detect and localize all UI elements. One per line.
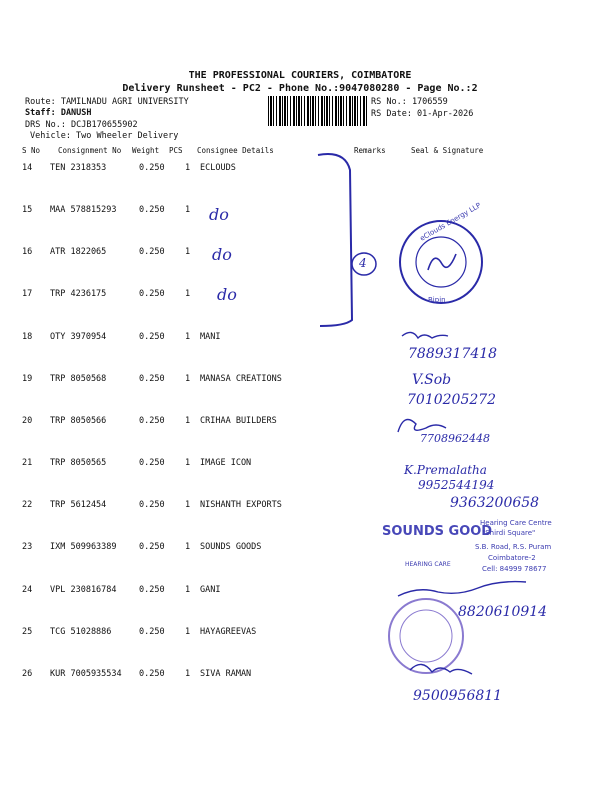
row-consignee: SOUNDS GOODS <box>200 542 262 553</box>
row-pcs: 1 <box>185 542 191 553</box>
row-pcs: 1 <box>185 289 191 300</box>
row-consignment: TRP 5612454 <box>50 500 107 511</box>
row-consignment: MAA 578815293 <box>50 205 117 216</box>
row-pcs: 1 <box>185 247 191 258</box>
row-weight: 0.250 <box>139 163 165 173</box>
row-consignee: HAYAGREEVAS <box>200 626 257 637</box>
eclouds-seal <box>400 221 482 303</box>
row-consignment: KUR 7005935534 <box>50 668 122 679</box>
runsheet-subtitle: Delivery Runsheet - PC2 - Phone No.:9047080280 - Page No.:2 <box>122 83 478 94</box>
row-consignee: GANI <box>200 584 221 595</box>
row-weight: 0.250 <box>139 331 165 342</box>
row-consignment: TEN 2318353 <box>50 163 107 173</box>
row-consignment: ATR 1822065 <box>50 247 107 258</box>
row-sno: 15 <box>22 205 33 216</box>
row-consignee: MANASA CREATIONS <box>200 373 282 384</box>
row-weight: 0.250 <box>139 584 165 595</box>
row-consignee: MANI <box>200 331 221 342</box>
row-pcs: 1 <box>185 331 191 342</box>
col-consignee: Consignee Details <box>197 146 274 155</box>
sg-line-3: S.B. Road, R.S. Puram <box>475 543 552 551</box>
row-weight: 0.250 <box>139 205 165 216</box>
row-consignment: IXM 509963389 <box>50 542 117 553</box>
phone-1: 7889317418 <box>408 346 498 362</box>
row-sno: 19 <box>22 373 33 384</box>
col-remarks: Remarks <box>354 146 386 155</box>
row-sno: 24 <box>22 584 33 595</box>
row-consignee: CRIHAA BUILDERS <box>200 415 277 426</box>
eclouds-seal-bottom: Bipin <box>428 296 446 304</box>
name-2: V.Sob <box>412 372 452 388</box>
row-sno: 22 <box>22 500 33 511</box>
ditto-16: do <box>212 245 232 264</box>
name-4: K.Premalatha <box>404 463 487 477</box>
row-sno: 18 <box>22 331 33 342</box>
row-weight: 0.250 <box>139 289 165 300</box>
row-weight: 0.250 <box>139 415 165 426</box>
sounds-good-logo: SOUNDS GOOD <box>382 524 493 539</box>
staff-label: Staff: DANUSH <box>25 108 92 118</box>
row-consignee: IMAGE ICON <box>200 458 252 469</box>
phone-4: 9952544194 <box>418 478 495 492</box>
row-sno: 26 <box>22 668 33 679</box>
vehicle-label: Vehicle: Two Wheeler Delivery <box>30 131 179 141</box>
round-office-stamp <box>389 599 463 673</box>
bracket-mark <box>318 154 352 326</box>
row-pcs: 1 <box>185 584 191 595</box>
col-sno: S No <box>22 146 41 155</box>
row-weight: 0.250 <box>139 626 165 637</box>
row-weight: 0.250 <box>139 500 165 511</box>
signature-scribble-1 <box>402 332 448 338</box>
drs-number: DRS No.: DCJB170655902 <box>25 120 138 130</box>
sg-line-1: Hearing Care Centre <box>480 519 552 527</box>
col-weight: Weight <box>132 146 160 155</box>
row-consignment: OTY 3970954 <box>50 331 107 342</box>
route-label: Route: TAMILNADU AGRI UNIVERSITY <box>25 97 189 107</box>
phone-6: 8820610914 <box>458 604 548 620</box>
row-sno: 21 <box>22 458 33 469</box>
sounds-good-sub: HEARING CARE <box>405 561 451 568</box>
row-sno: 23 <box>22 542 33 553</box>
signature-scribble-6 <box>398 582 526 596</box>
row-consignment: TRP 4236175 <box>50 289 107 300</box>
phone-2: 7010205272 <box>407 392 497 408</box>
rs-date: RS Date: 01-Apr-2026 <box>371 109 474 119</box>
row-weight: 0.250 <box>139 542 165 553</box>
circled-count: 4 <box>359 256 367 270</box>
row-consignment: VPL 230816784 <box>50 584 117 595</box>
ditto-15: do <box>209 205 229 224</box>
col-consignment: Consignment No <box>58 146 122 155</box>
row-weight: 0.250 <box>139 247 165 258</box>
phone-3: 7708962448 <box>420 432 490 445</box>
row-consignment: TRP 8050565 <box>50 458 107 469</box>
row-consignee: NISHANTH EXPORTS <box>200 500 282 511</box>
col-seal: Seal & Signature <box>411 146 484 155</box>
col-pcs: PCS <box>169 146 183 155</box>
row-sno: 14 <box>22 163 33 173</box>
row-pcs: 1 <box>185 415 191 426</box>
row-weight: 0.250 <box>139 458 165 469</box>
row-consignment: TCG 51028886 <box>50 626 112 637</box>
row-pcs: 1 <box>185 668 191 679</box>
row-sno: 16 <box>22 247 33 258</box>
row-consignee: SIVA RAMAN <box>200 668 252 679</box>
eclouds-seal-text: eClouds Energy LLP <box>418 201 483 243</box>
ditto-17: do <box>217 285 237 304</box>
company-title: THE PROFESSIONAL COURIERS, COIMBATORE <box>188 70 412 81</box>
row-consignment: TRP 8050566 <box>50 415 107 426</box>
row-weight: 0.250 <box>139 373 165 384</box>
row-sno: 20 <box>22 415 33 426</box>
row-pcs: 1 <box>185 163 191 173</box>
row-pcs: 1 <box>185 458 191 469</box>
row-consignment: TRP 8050568 <box>50 373 107 384</box>
row-consignee: ECLOUDS <box>200 163 236 173</box>
row-pcs: 1 <box>185 626 191 637</box>
sg-line-2: "Shirdi Square" <box>482 529 536 537</box>
rs-number: RS No.: 1706559 <box>371 97 448 107</box>
row-weight: 0.250 <box>139 668 165 679</box>
row-sno: 17 <box>22 289 33 300</box>
row-pcs: 1 <box>185 373 191 384</box>
signature-scribble-3 <box>398 420 446 433</box>
sg-line-4: Coimbatore-2 <box>488 554 536 562</box>
sg-line-5: Cell: 84999 78677 <box>482 565 547 573</box>
row-pcs: 1 <box>185 205 191 216</box>
phone-5: 9363200658 <box>450 495 540 511</box>
row-sno: 25 <box>22 626 33 637</box>
phone-7: 9500956811 <box>413 688 503 704</box>
row-pcs: 1 <box>185 500 191 511</box>
